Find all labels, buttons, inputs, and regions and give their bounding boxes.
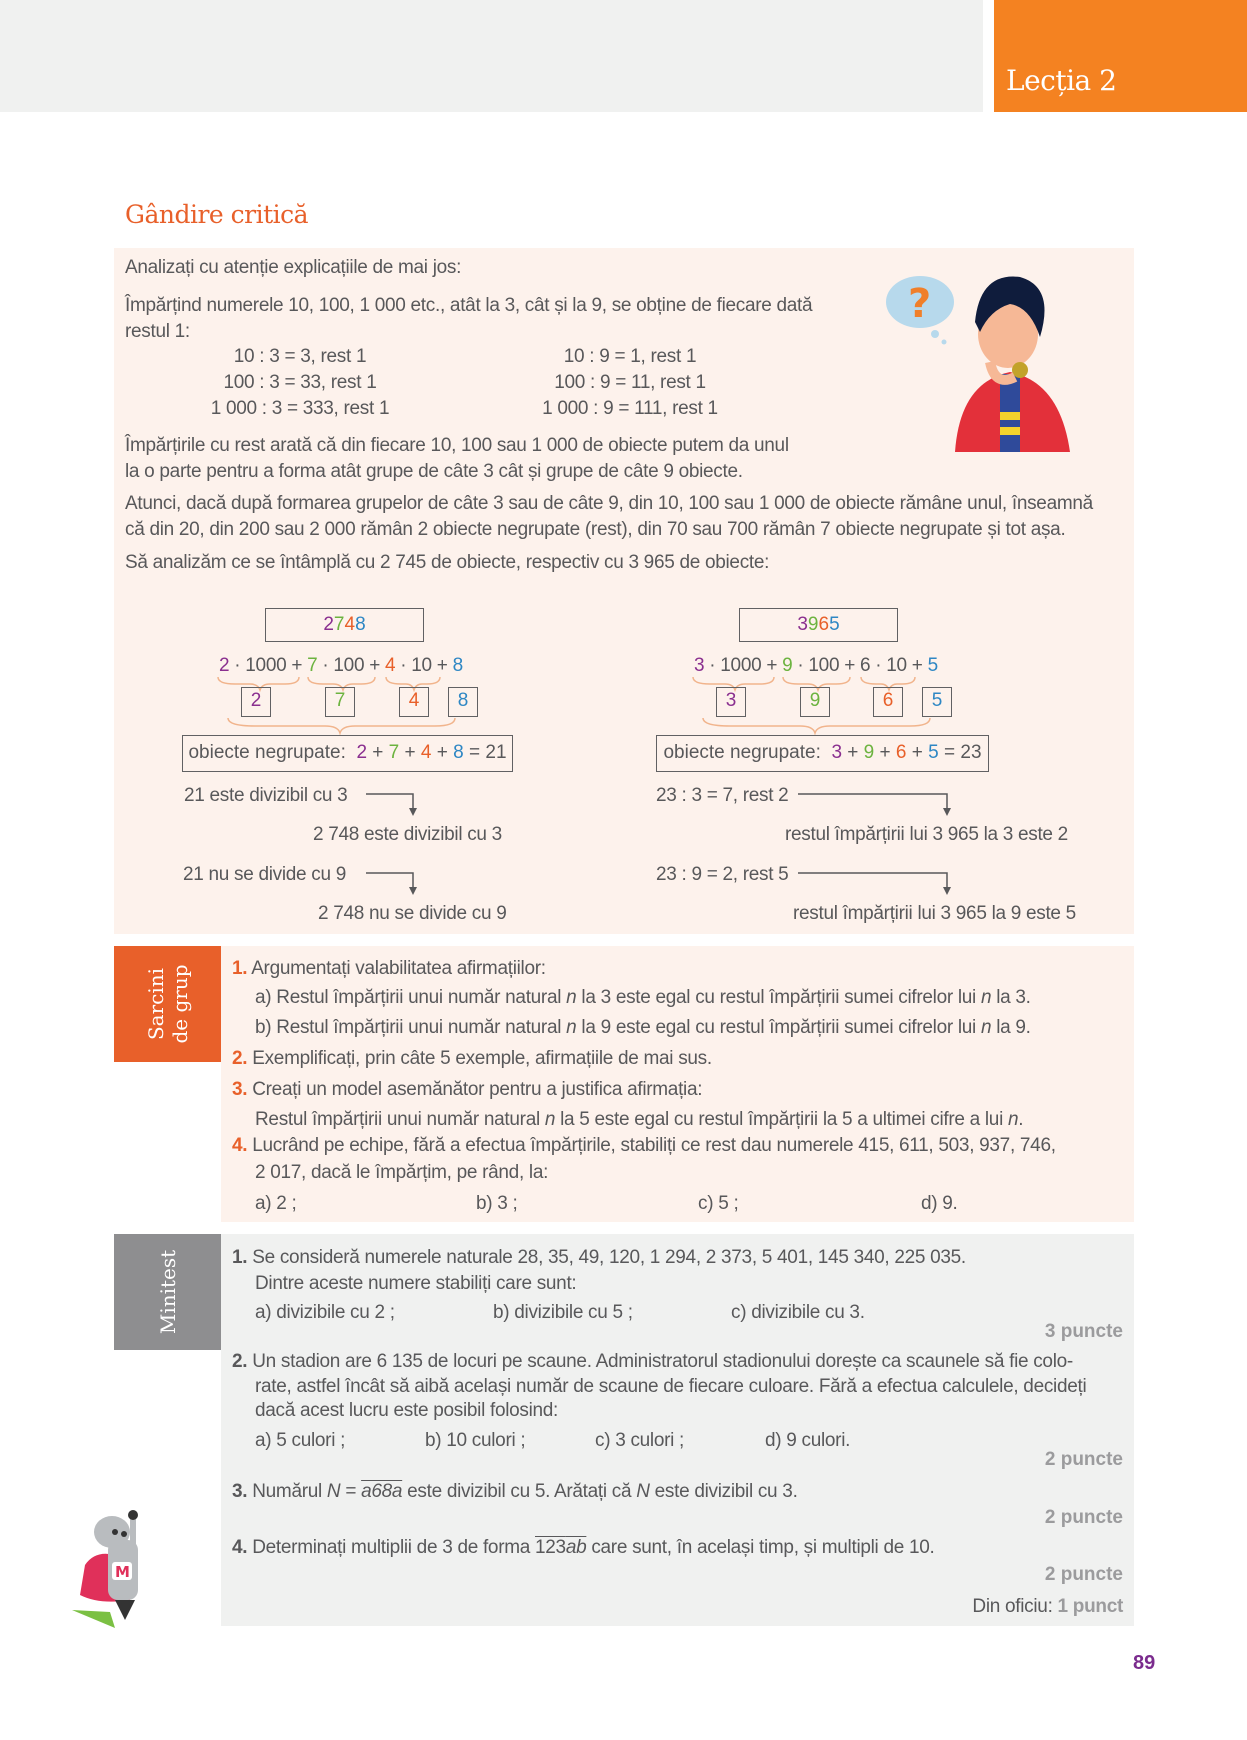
div3-row: 1 000 : 3 = 333, rest 1 xyxy=(210,398,390,419)
minitest-q1: 1. Se consideră numerele naturale 28, 35, 49, 120, 1 294, 2 373, 5 401, 145 340, 225 035. xyxy=(232,1247,966,1268)
tag-line: Sarcini xyxy=(143,967,168,1041)
svg-text:M: M xyxy=(115,1563,130,1581)
task-4-option: a) 2 ; xyxy=(255,1193,297,1214)
expansion-right: 3 · 1000 + 9 · 100 + 6 · 10 + 5 xyxy=(694,655,938,676)
right-statement-2: 23 : 9 = 2, rest 5 xyxy=(656,864,789,885)
task-4-option: b) 3 ; xyxy=(476,1193,518,1214)
div9-row: 1 000 : 9 = 111, rest 1 xyxy=(542,398,718,419)
digit-box: 6 xyxy=(873,687,903,717)
paragraph-3a: Atunci, dacă după formarea grupelor de câte 3 sau de câte 9, din 10, 100 sau 1 000 de obiecte rămâne unul, înseamnă xyxy=(125,493,1093,514)
sum-box-left: obiecte negrupate: 2 + 7 + 4 + 8 = 21 xyxy=(182,735,513,772)
task-4-option: c) 5 ; xyxy=(698,1193,739,1214)
arrow-icon xyxy=(365,869,425,899)
task-4: 4. Lucrând pe echipe, fără a efectua împărțirile, stabiliți ce rest dau numerele 415, 611, 503, 937, 746, xyxy=(232,1135,1056,1156)
q1-option: b) divizibile cu 5 ; xyxy=(493,1302,633,1323)
group-tasks-tag xyxy=(114,946,221,1062)
paragraph-1b: restul 1: xyxy=(125,321,190,342)
paragraph-4: Să analizăm ce se întâmplă cu 2 745 de obiecte, respectiv cu 3 965 de obiecte: xyxy=(125,552,770,573)
svg-text:?: ? xyxy=(908,281,932,327)
minitest-tag xyxy=(114,1234,221,1350)
pen-mascot-illustration xyxy=(70,1510,170,1630)
expansion-left: 2 · 1000 + 7 · 100 + 4 · 10 + 8 xyxy=(219,655,463,676)
div3-row: 100 : 3 = 33, rest 1 xyxy=(223,372,377,393)
q2-option: d) 9 culori. xyxy=(765,1430,851,1451)
digit-box: 7 xyxy=(325,687,355,717)
minitest-q2-line2: rate, astfel încât să aibă același număr de scaune de fiecare culoare. Fără a efectua calculele, decideți xyxy=(255,1376,1087,1397)
lesson-label: Lecția 2 xyxy=(1006,64,1117,97)
digit-box: 2 xyxy=(241,687,271,717)
arrow-icon xyxy=(365,790,425,820)
task-3: 3. Creați un model asemănător pentru a justifica afirmația: xyxy=(232,1079,703,1100)
digit-box: 4 xyxy=(399,687,429,717)
q1-points: 3 puncte xyxy=(1044,1321,1123,1342)
digit: 2 xyxy=(323,614,334,635)
task-2: 2. Exemplificați, prin câte 5 exemple, afirmațiile de mai sus. xyxy=(232,1048,712,1069)
tag-line: de grup xyxy=(167,964,192,1044)
digit: 7 xyxy=(333,614,345,635)
q1-option: c) divizibile cu 3. xyxy=(731,1302,865,1323)
div3-row: 10 : 3 = 3, rest 1 xyxy=(233,346,367,367)
tag-label: Minitest xyxy=(155,1249,180,1335)
header-bar xyxy=(0,0,983,112)
right-statement-1: 23 : 3 = 7, rest 2 xyxy=(656,785,789,806)
task-4-option: d) 9. xyxy=(921,1193,958,1214)
page-number: 89 xyxy=(1133,1652,1156,1674)
digit-box: 8 xyxy=(448,687,478,717)
digit: 4 xyxy=(344,614,356,635)
q2-points: 2 puncte xyxy=(1044,1449,1123,1470)
left-result-1: 2 748 este divizibil cu 3 xyxy=(313,824,502,845)
digit-box: 5 xyxy=(922,687,952,717)
left-statement-2: 21 nu se divide cu 9 xyxy=(183,864,347,885)
minitest-q3: 3. Numărul N = a68a este divizibil cu 5. Arătați că N este divizibil cu 3. xyxy=(232,1481,798,1502)
right-result-1: restul împărțirii lui 3 965 la 3 este 2 xyxy=(785,824,1068,845)
minitest-q2-line3: dacă acest lucru este posibil folosind: xyxy=(255,1400,559,1421)
left-statement-1: 21 este divizibil cu 3 xyxy=(184,785,348,806)
q1-option: a) divizibile cu 2 ; xyxy=(255,1302,395,1323)
q2-option: c) 3 culori ; xyxy=(595,1430,685,1451)
paragraph-2a: Împărțirile cu rest arată că din fiecare 10, 100 sau 1 000 de obiecte putem da unul xyxy=(125,435,789,456)
minitest-q2: 2. Un stadion are 6 135 de locuri pe scaune. Administratorul stadionului dorește ca scaunele să fie colo- xyxy=(232,1351,1073,1372)
intro-text: Analizați cu atenție explicațiile de mai jos: xyxy=(125,257,462,278)
arrow-icon xyxy=(797,869,957,899)
task-1a: a) Restul împărțirii unui număr natural n la 3 este egal cu restul împărțirii sumei cifrelor lui n la 3. xyxy=(255,987,1031,1008)
minitest-q1-line2: Dintre aceste numere stabiliți care sunt: xyxy=(255,1273,577,1294)
section-title: Gândire critică xyxy=(125,200,309,229)
div9-row: 10 : 9 = 1, rest 1 xyxy=(563,346,697,367)
task-1: 1. Argumentați valabilitatea afirmațiilor: xyxy=(232,958,546,979)
task-4-line2: 2 017, dacă le împărțim, pe rând, la: xyxy=(255,1162,549,1183)
minitest-q4: 4. Determinați multiplii de 3 de forma 123ab care sunt, în același timp, și multipli de 10. xyxy=(232,1537,935,1558)
paragraph-1a: Împărțind numerele 10, 100, 1 000 etc., atât la 3, cât și la 9, se obține de fiecare dată xyxy=(125,295,813,316)
digit: 8 xyxy=(355,614,366,635)
paragraph-3b: că din 20, din 200 sau 2 000 rămân 2 obiecte negrupate (rest), din 70 sau 700 rămân 7 obiecte negrupate și tot așa. xyxy=(125,519,1066,540)
lesson-badge xyxy=(994,0,1247,112)
q2-option: b) 10 culori ; xyxy=(425,1430,526,1451)
thought-bubble-icon xyxy=(886,276,954,345)
q3-points: 2 puncte xyxy=(1044,1507,1123,1528)
number-box-3965: 3965 xyxy=(739,608,898,642)
q2-option: a) 5 culori ; xyxy=(255,1430,346,1451)
right-result-2: restul împărțirii lui 3 965 la 9 este 5 xyxy=(793,903,1076,924)
sum-box-right: obiecte negrupate: 3 + 9 + 6 + 5 = 23 xyxy=(656,735,989,772)
digit-box: 3 xyxy=(716,687,746,717)
task-3-statement: Restul împărțirii unui număr natural n la 5 este egal cu restul împărțirii la 5 a ultimei cifre a lui n. xyxy=(255,1109,1024,1130)
task-1b: b) Restul împărțirii unui număr natural n la 9 este egal cu restul împărțirii sumei cifrelor lui n la 9. xyxy=(255,1017,1031,1038)
number-box-2748 xyxy=(265,608,424,642)
div9-row: 100 : 9 = 11, rest 1 xyxy=(554,372,706,393)
q4-points: 2 puncte xyxy=(1044,1564,1123,1585)
oficiu-line: Din oficiu: 1 punct xyxy=(972,1596,1123,1617)
left-result-2: 2 748 nu se divide cu 9 xyxy=(318,903,507,924)
paragraph-2b: la o parte pentru a forma atât grupe de câte 3 cât și grupe de câte 9 obiecte. xyxy=(125,461,743,482)
digit-box: 9 xyxy=(800,687,830,717)
thinking-boy-illustration xyxy=(880,262,1080,452)
arrow-icon xyxy=(797,790,957,820)
